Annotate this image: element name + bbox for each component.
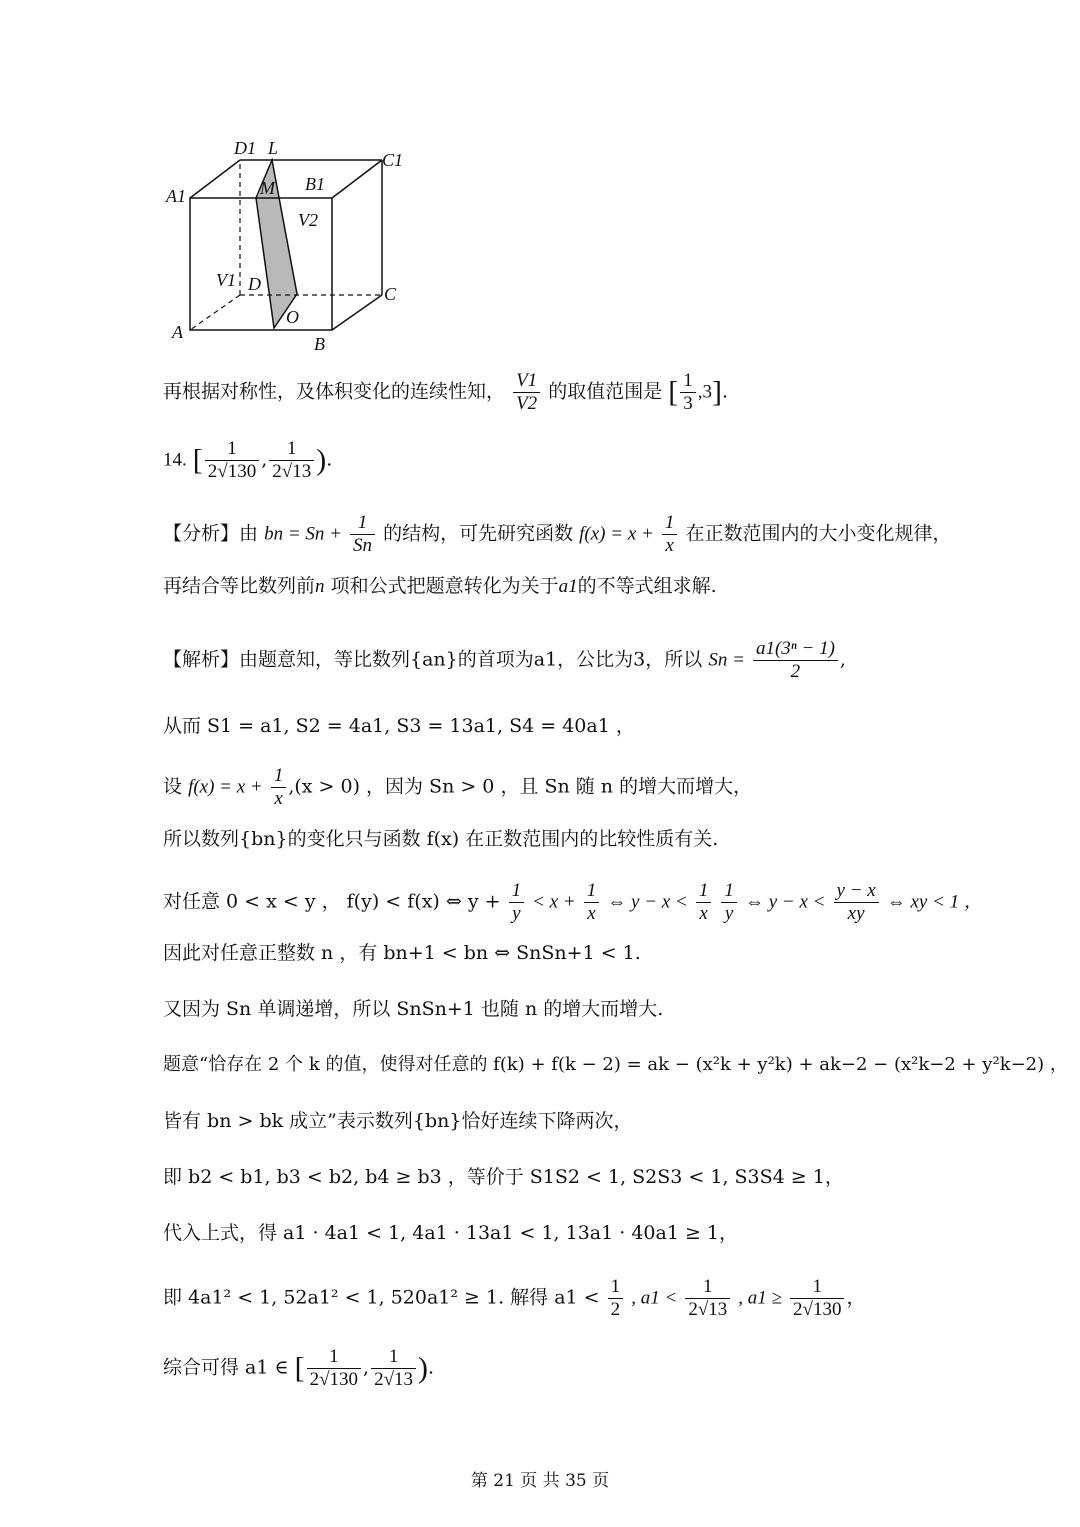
volume-ratio-fraction: $\frac{V1}{V2}$ (513, 370, 540, 415)
label-A1: A1 (166, 186, 186, 206)
solution-line-5: 对任意 0 < x < y ， f(y) < f(x) ⇔ y + $\frac{1}{y}$ < x + $\frac{1}{x}$ ⇔ y − x < $\frac{1}{x}$ $\frac{1}{y}$ ⇔ y − x < $\frac{y - x}{xy}$ ⇔ xy < 1 ， (163, 880, 983, 924)
label-L: L (268, 138, 279, 158)
label-D1: D1 (234, 138, 256, 158)
solution-line-9: 皆有 bn > bk 成立”表示数列{bn}恰好连续下降两次， (163, 1110, 633, 1132)
label-C: C (384, 284, 397, 304)
question-14-answer: 14. [ $\frac{1}{2√130}$ , $\frac{1}{2√13}$ ). (163, 438, 333, 482)
solution-line-2: 从而 S1 = a1, S2 = 4a1, S3 = 13a1, S4 = 40a1 ， (163, 715, 635, 737)
solution-line-7: 又因为 Sn 单调递增，所以 SnSn+1 也随 n 的增大而增大. (163, 998, 664, 1020)
analysis-line-1: 【分析】由 bn = Sn + $\frac{1}{Sn}$ 的结构，可先研究函数 f(x) = x + $\frac{1}{x}$ 在正数范围内的大小变化规律， (163, 512, 952, 556)
solution-line-6: 因此对任意正整数 n ，有 bn+1 < bn ⇔ SnSn+1 < 1. (163, 942, 641, 964)
solution-line-3: 设 f(x) = x + $\frac{1}{x}$ ,(x > 0) ，因为 Sn > 0 ，且 Sn 随 n 的增大而增大， (163, 765, 753, 809)
label-V1: V1 (216, 270, 236, 290)
label-B1: B1 (305, 174, 325, 194)
solution-line-12: 即 4a1² < 1, 52a1² < 1, 520a1² ≥ 1. 解得 a1 < $\frac{1}{2}$ , a1 < $\frac{1}{2√13}$ , a1 ≥ $\frac{1}{2√130}$ ， (163, 1276, 866, 1320)
symmetry-conclusion-line: 再根据对称性，及体积变化的连续性知， $\frac{V1}{V2}$ 的取值范围是 [ $\frac{1}{3}$ ,3]. (163, 370, 729, 414)
page-footer: 第 21 页 共 35 页 (470, 1471, 610, 1491)
label-O: O (286, 307, 299, 327)
label-C1: C1 (382, 150, 404, 170)
cube-figure (160, 130, 420, 360)
label-M: M (260, 178, 275, 198)
solution-line-1: 【解析】由题意知，等比数列{an}的首项为a1，公比为3，所以 Sn = $\frac{\text{a1(3ⁿ − 1)}}{2}$ , (163, 638, 846, 682)
label-B: B (314, 334, 325, 354)
solution-line-10: 即 b2 < b1, b3 < b2, b4 ≥ b3 ，等价于 S1S2 < 1, S2S3 < 1, S3S4 ≥ 1， (163, 1166, 844, 1188)
label-A: A (172, 322, 183, 342)
solution-line-11: 代入上式，得 a1 · 4a1 < 1, 4a1 · 13a1 < 1, 13a1 · 40a1 ≥ 1， (163, 1222, 739, 1244)
solution-line-8: 题意“恰存在 2 个 k 的值，使得对任意的 f(k) + f(k − 2) = ak − (x²k + y²k) + ak−2 − (x²k−2 + y²k−2) ， (163, 1054, 1068, 1075)
solution-conclusion: 综合可得 a1 ∈ [ $\frac{1}{2√130}$ , $\frac{1}{2√13}$ ). (163, 1346, 435, 1390)
analysis-line-2: 再结合等比数列前n 项和公式把题意转化为关于a1的不等式组求解. (163, 575, 717, 597)
solution-line-4: 所以数列{bn}的变化只与函数 f(x) 在正数范围内的比较性质有关. (163, 828, 719, 850)
label-D: D (248, 274, 261, 294)
label-V2: V2 (298, 210, 318, 230)
